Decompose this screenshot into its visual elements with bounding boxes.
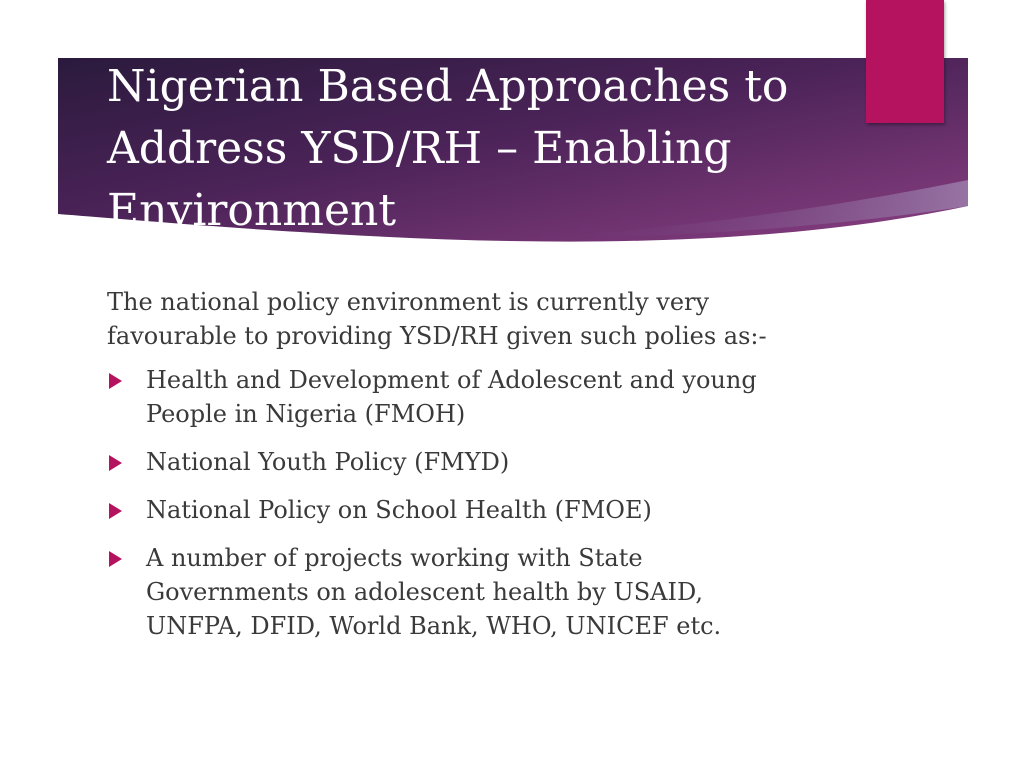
triangle-right-icon bbox=[109, 503, 122, 519]
bullet-text: National Policy on School Health (FMOE) bbox=[146, 496, 652, 524]
list-item bbox=[107, 493, 807, 527]
triangle-right-icon bbox=[109, 455, 122, 471]
list-item bbox=[107, 541, 807, 643]
slide-title: Nigerian Based Approaches to Address YSD/RH – Enabling Environment bbox=[107, 61, 789, 236]
list-item bbox=[107, 363, 807, 431]
triangle-right-icon bbox=[109, 373, 122, 389]
bullet-list bbox=[107, 363, 807, 643]
bullet-text: Health and Development of Adolescent and young People in Nigeria (FMOH) bbox=[146, 366, 757, 428]
triangle-right-icon bbox=[109, 551, 122, 567]
list-item bbox=[107, 445, 807, 479]
accent-tab bbox=[866, 0, 944, 123]
bullet-text: National Youth Policy (FMYD) bbox=[146, 448, 510, 476]
slide-body bbox=[107, 285, 807, 657]
bullet-text: A number of projects working with State Governments on adolescent health by USAID, UNFPA, DFID, World Bank, WHO, UNICEF etc. bbox=[146, 544, 722, 640]
intro-text: The national policy environment is currently very favourable to providing YSD/RH given such polies as:- bbox=[107, 288, 767, 350]
